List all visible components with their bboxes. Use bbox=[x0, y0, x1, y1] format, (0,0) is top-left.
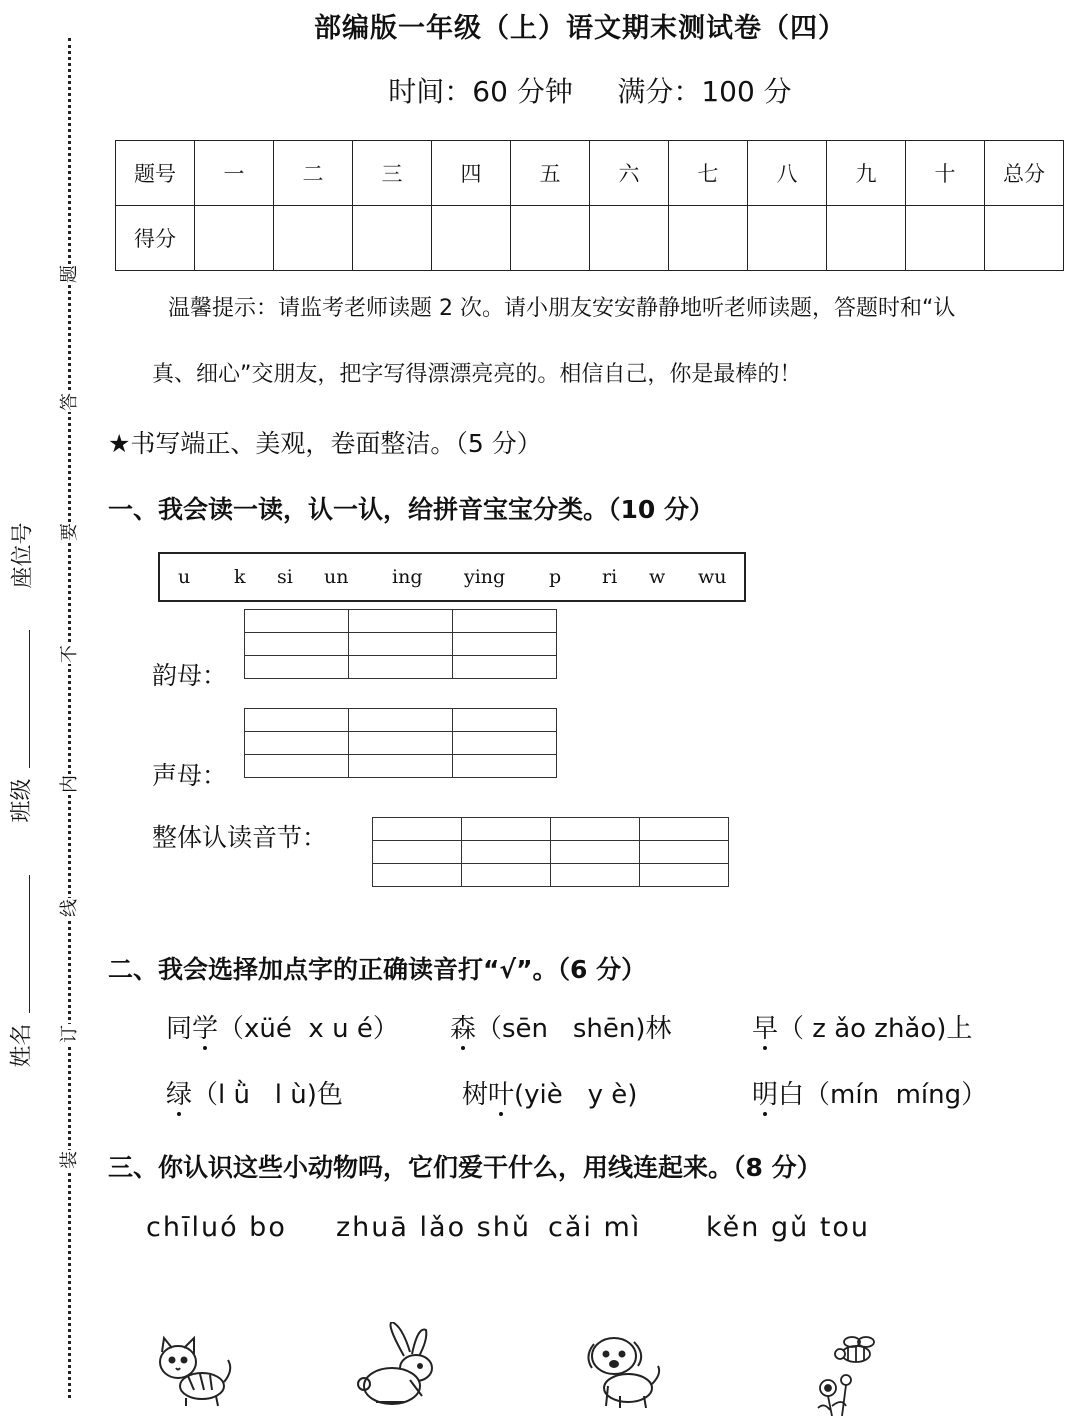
reading-choice-item[interactable] bbox=[752, 1074, 987, 1111]
column-header: 三 bbox=[353, 141, 432, 206]
initials-label: 声母： bbox=[152, 761, 228, 790]
pinyin-item: u bbox=[178, 566, 191, 588]
item-options: （l ǜ l ù)色 bbox=[192, 1080, 343, 1110]
page-title: 部编版一年级（上）语文期末测试卷（四） bbox=[314, 13, 846, 44]
score-cell[interactable] bbox=[511, 206, 590, 271]
score-cell[interactable] bbox=[906, 206, 985, 271]
seal-char: 线 bbox=[59, 899, 80, 917]
cat-icon[interactable] bbox=[150, 1330, 236, 1410]
pinyin-item: un bbox=[324, 566, 349, 588]
dotted-char: 绿 bbox=[166, 1080, 193, 1110]
column-header: 五 bbox=[511, 141, 590, 206]
row-label: 得分 bbox=[116, 206, 195, 271]
time-info: 时间：60 分钟 满分：100 分 bbox=[388, 75, 792, 108]
puppy-icon[interactable] bbox=[580, 1326, 666, 1412]
pinyin-word[interactable]: zhuā lǎo shǔ bbox=[336, 1212, 531, 1243]
reading-choice-item[interactable] bbox=[166, 1074, 343, 1111]
column-header: 八 bbox=[748, 141, 827, 206]
binding-dotted-line bbox=[68, 38, 71, 1398]
seal-char: 不 bbox=[59, 645, 80, 663]
pinyin-word[interactable]: chīluó bo bbox=[146, 1212, 287, 1243]
seat-number-label: 座位号 bbox=[10, 522, 36, 589]
column-header: 七 bbox=[669, 141, 748, 206]
item-options: （xüé x u é） bbox=[218, 1014, 399, 1044]
score-cell[interactable] bbox=[432, 206, 511, 271]
item-options: （ z ǎo zhǎo)上 bbox=[778, 1014, 973, 1044]
score-cell[interactable] bbox=[590, 206, 669, 271]
seal-char: 内 bbox=[59, 775, 80, 793]
whole-syllable-label: 整体认读音节： bbox=[152, 823, 328, 852]
column-header: 一 bbox=[195, 141, 274, 206]
seal-char: 装 bbox=[59, 1151, 80, 1169]
dotted-char: 学 bbox=[192, 1014, 219, 1044]
score-cell[interactable] bbox=[669, 206, 748, 271]
dotted-char: 早 bbox=[752, 1014, 779, 1044]
item-options: (yiè y è) bbox=[514, 1080, 638, 1110]
seal-char: 订 bbox=[59, 1025, 80, 1043]
pinyin-item: si bbox=[277, 566, 293, 588]
score-table-score-row bbox=[116, 206, 1064, 271]
rabbit-icon[interactable] bbox=[356, 1322, 442, 1412]
pinyin-item: wu bbox=[698, 566, 727, 588]
class-blank[interactable] bbox=[29, 630, 30, 768]
row-label: 题号 bbox=[116, 141, 195, 206]
seal-char: 题 bbox=[59, 265, 80, 283]
score-table-header-row bbox=[116, 141, 1064, 206]
pinyin-item: ri bbox=[602, 566, 618, 588]
dotted-char: 明 bbox=[752, 1080, 779, 1110]
pinyin-item: ying bbox=[464, 566, 506, 588]
reading-choice-item[interactable] bbox=[462, 1074, 637, 1111]
score-cell[interactable] bbox=[748, 206, 827, 271]
reading-choice-item[interactable] bbox=[450, 1008, 671, 1045]
score-cell[interactable] bbox=[353, 206, 432, 271]
score-cell[interactable] bbox=[195, 206, 274, 271]
column-header: 总分 bbox=[985, 141, 1064, 206]
section-1-heading: 一、我会读一读，认一认，给拼音宝宝分类。（10 分） bbox=[108, 495, 714, 524]
bee-icon[interactable] bbox=[812, 1336, 882, 1416]
seal-char: 要 bbox=[59, 523, 80, 541]
section-2-heading: 二、我会选择加点字的正确读音打“√”。（6 分） bbox=[108, 955, 647, 984]
section-3-heading: 三、你认识这些小动物吗，它们爱干什么，用线连起来。（8 分） bbox=[108, 1153, 822, 1182]
name-label: 姓名 bbox=[9, 1023, 35, 1068]
pinyin-word[interactable]: kěn gǔ tou bbox=[706, 1212, 871, 1243]
initials-writing-grid[interactable] bbox=[244, 708, 557, 778]
column-header: 九 bbox=[827, 141, 906, 206]
tip-line-2: 真、细心”交朋友，把字写得漂漂亮亮的。相信自己，你是最棒的！ bbox=[152, 362, 802, 387]
pinyin-item: k bbox=[234, 566, 246, 588]
column-header: 六 bbox=[590, 141, 669, 206]
score-table bbox=[115, 140, 1064, 271]
item-text: 树 bbox=[462, 1080, 489, 1110]
whole-syllable-writing-grid[interactable] bbox=[372, 817, 729, 887]
finals-writing-grid[interactable] bbox=[244, 609, 557, 679]
name-blank[interactable] bbox=[29, 875, 30, 1013]
column-header: 二 bbox=[274, 141, 353, 206]
reading-choice-item[interactable] bbox=[752, 1008, 972, 1045]
score-cell[interactable] bbox=[985, 206, 1064, 271]
reading-choice-item[interactable] bbox=[166, 1008, 399, 1045]
column-header: 十 bbox=[906, 141, 985, 206]
finals-label: 韵母： bbox=[152, 661, 228, 690]
pinyin-item: p bbox=[549, 566, 562, 588]
item-options: （sēn shēn)林 bbox=[476, 1014, 672, 1044]
seal-char: 答 bbox=[59, 393, 80, 411]
item-options: 白（mín míng） bbox=[778, 1080, 988, 1110]
pinyin-word[interactable]: cǎi mì bbox=[548, 1212, 642, 1243]
score-cell[interactable] bbox=[274, 206, 353, 271]
column-header: 四 bbox=[432, 141, 511, 206]
class-label: 班级 bbox=[9, 778, 35, 823]
dotted-char: 森 bbox=[450, 1014, 477, 1044]
pinyin-item: w bbox=[649, 566, 666, 588]
tip-line-1: 温馨提示：请监考老师读题 2 次。请小朋友安安静静地听老师读题，答题时和“认 bbox=[168, 296, 956, 321]
writing-note: ★书写端正、美观，卷面整洁。（5 分） bbox=[108, 429, 542, 458]
item-text: 同 bbox=[166, 1014, 193, 1044]
pinyin-box bbox=[158, 552, 746, 602]
pinyin-item: ing bbox=[392, 566, 423, 588]
dotted-char: 叶 bbox=[488, 1080, 515, 1110]
score-cell[interactable] bbox=[827, 206, 906, 271]
